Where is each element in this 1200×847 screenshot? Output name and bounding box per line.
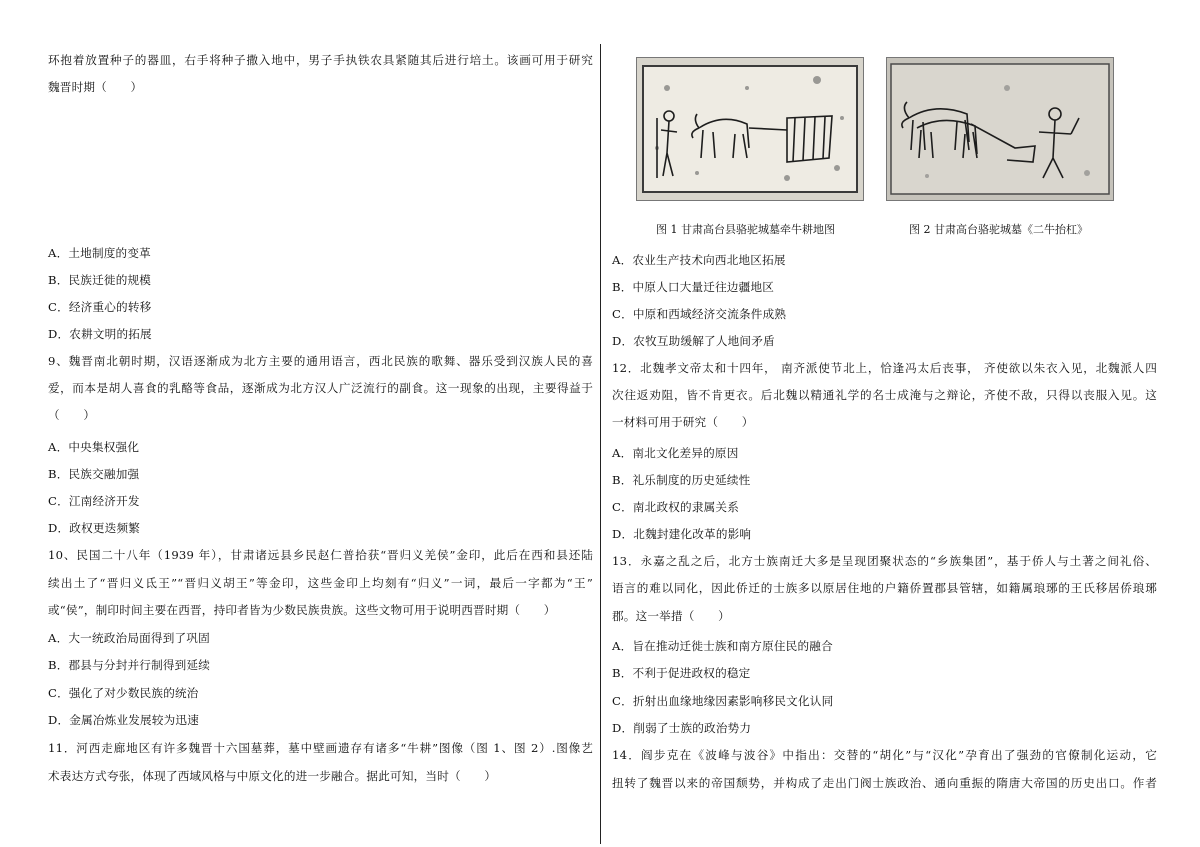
q11-option-d: D．农牧互助缓解了人地间矛盾 xyxy=(612,334,775,348)
q9-option-d: D．政权更迭频繁 xyxy=(48,521,141,535)
q13-stem-line: 13．永嘉之乱之后，北方士族南迁大多是呈现团聚状态的“乡族集团”，基于侨人与土著之间礼俗、 xyxy=(612,554,1157,568)
q12-option-b: B．礼乐制度的历史延续性 xyxy=(612,473,751,487)
q9-option-b: B．民族交融加强 xyxy=(48,467,140,481)
figure-2-illustration xyxy=(887,58,1113,200)
q8-option-d: D．农耕文明的拓展 xyxy=(48,327,152,341)
q12-stem-line: 一材料可用于研究（ ） xyxy=(612,415,754,429)
q10-option-b: B．郡县与分封并行制得到延续 xyxy=(48,658,211,672)
q8-stem-line: 环抱着放置种子的器皿，右手将种子撒入地中，男子手执铁农具紧随其后进行培土。该画可用于研究 xyxy=(48,53,593,67)
q9-option-c: C．江南经济开发 xyxy=(48,494,140,508)
figure-2-two-oxen-mural xyxy=(886,57,1114,201)
q10-stem-line: 或“侯”，制印时间主要在西晋，持印者皆为少数民族贵族。这些文物可用于说明西晋时期（ ） xyxy=(48,603,556,617)
q10-option-a: A．大一统政治局面得到了巩固 xyxy=(48,631,210,645)
q8-option-b: B．民族迁徙的规模 xyxy=(48,273,152,287)
q13-option-a: A．旨在推动迁徙士族和南方原住民的融合 xyxy=(612,639,833,653)
q13-option-c: C．折射出血缘地缘因素影响移民文化认同 xyxy=(612,694,834,708)
q9-option-a: A．中央集权强化 xyxy=(48,440,140,454)
figure-2-caption: 图 2 甘肃高台骆驼城墓《二牛抬杠》 xyxy=(909,223,1088,236)
figure-1-caption: 图 1 甘肃高台县骆驼城墓牵牛耕地图 xyxy=(656,223,835,236)
q12-stem-line: 次往返劝阻，皆不肯更衣。后北魏以精通礼学的名士成淹与之辩论，齐使不敌，只得以丧服入见。这 xyxy=(612,388,1157,402)
column-divider xyxy=(600,44,601,844)
q14-stem-line: 14．阎步克在《波峰与波谷》中指出：交替的“胡化”与“汉化”孕育出了强劲的官僚制化运动，它 xyxy=(612,748,1157,762)
q12-option-c: C．南北政权的隶属关系 xyxy=(612,500,740,514)
q9-stem-line: 9、魏晋南北朝时期，汉语逐渐成为北方主要的通用语言，西北民族的歌舞、器乐受到汉族人民的喜 xyxy=(48,354,593,368)
q13-option-d: D．削弱了士族的政治势力 xyxy=(612,721,752,735)
q12-stem-line: 12．北魏孝文帝太和十四年， 南齐派使节北上，恰逢冯太后丧事， 齐使欲以朱衣入见，北魏派人四 xyxy=(612,361,1157,375)
q12-option-d: D．北魏封建化改革的影响 xyxy=(612,527,752,541)
q9-stem-line: 爱，而本是胡人喜食的乳酪等食品，逐渐成为北方汉人广泛流行的副食。这一现象的出现，主要得益于 xyxy=(48,381,593,395)
q13-option-b: B．不利于促进政权的稳定 xyxy=(612,666,751,680)
q11-stem-line: 术表达方式夸张，体现了西域风格与中原文化的进一步融合。据此可知，当时（ ） xyxy=(48,769,497,783)
q11-option-a: A．农业生产技术向西北地区拓展 xyxy=(612,253,786,267)
q13-stem-line: 语言的难以同化，因此侨迁的士族多以原居住地的户籍侨置郡县管辖，如籍属琅琊的王氏移居侨琅琊 xyxy=(612,581,1157,595)
q8-option-a: A．土地制度的变革 xyxy=(48,246,151,260)
q11-stem-line: 11．河西走廊地区有许多魏晋十六国墓葬，墓中壁画遗存有诸多“牛耕”图像（图 1、图 2）.图像艺 xyxy=(48,741,593,755)
q8-option-c: C．经济重心的转移 xyxy=(48,300,152,314)
figure-1-ox-plowing-mural xyxy=(636,57,864,201)
q8-stem-line: 魏晋时期（ ） xyxy=(48,80,143,94)
q14-stem-line: 扭转了魏晋以来的帝国颓势，并构成了走出门阀士族政治、通向重振的隋唐大帝国的历史出口。作者 xyxy=(612,776,1157,790)
q10-option-c: C．强化了对少数民族的统治 xyxy=(48,686,199,700)
figure-1-illustration xyxy=(637,58,863,200)
q11-option-b: B．中原人口大量迁往边疆地区 xyxy=(612,280,775,294)
q9-stem-line: （ ） xyxy=(48,408,96,422)
q10-option-d: D．金属冶炼业发展较为迅速 xyxy=(48,713,200,727)
q10-stem-line: 续出土了“晋归义氐王”“晋归义胡王”等金印，这些金印上均刻有“归义”一词，最后一字都为“王” xyxy=(48,576,593,590)
q11-option-c: C．中原和西域经济交流条件成熟 xyxy=(612,307,787,321)
q10-stem-line: 10、民国二十八年（1939 年），甘肃诸远县乡民赵仁普拾获“晋归义羌侯”金印，此后在西和县还陆 xyxy=(48,548,593,562)
q12-option-a: A．南北文化差异的原因 xyxy=(612,446,739,460)
q13-stem-line: 郡。这一举措（ ） xyxy=(612,609,730,623)
